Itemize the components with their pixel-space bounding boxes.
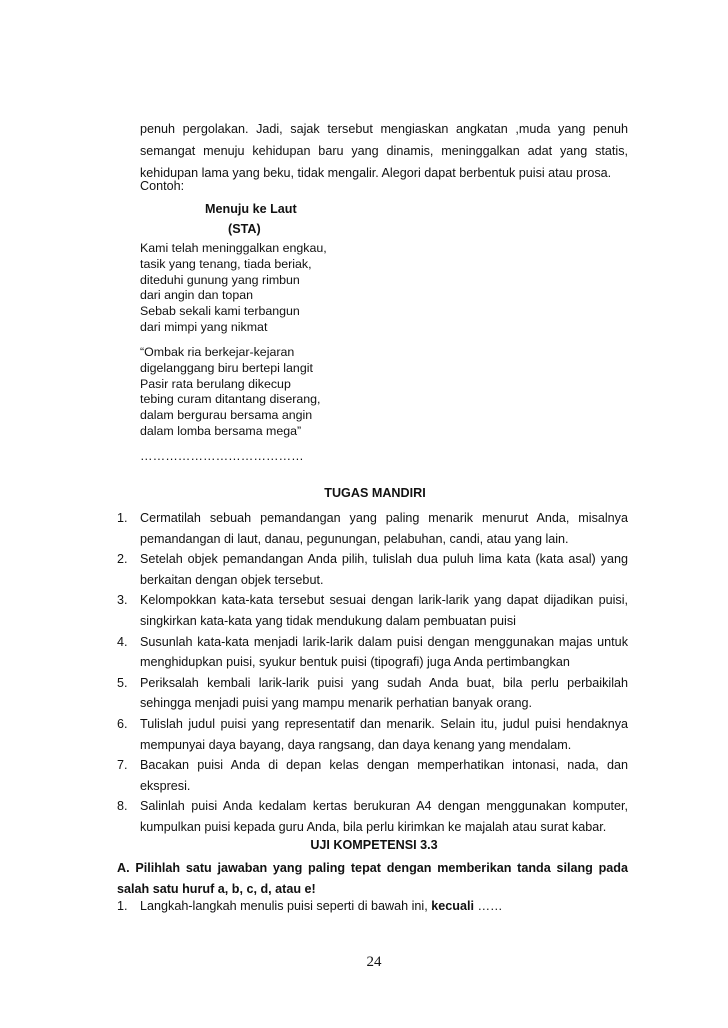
poem-line: tasik yang tenang, tiada beriak, [140, 256, 312, 271]
poem-line: Pasir rata berulang dikecup [140, 376, 291, 391]
example-label: Contoh: [140, 179, 185, 193]
task-number: 8. [117, 799, 128, 814]
task-text: Bacakan puisi Anda di depan kelas dengan memperhatikan intonasi, nada, dan ekspresi. [140, 758, 628, 793]
task-item [117, 796, 628, 837]
poem-line: “Ombak ria berkejar-kejaran [140, 345, 295, 359]
question-number: 1. [117, 899, 128, 913]
page-number: 24 [366, 954, 382, 970]
poem-title: Menuju ke Laut [205, 202, 297, 216]
task-list [117, 508, 628, 838]
task-item [117, 755, 628, 796]
poem-line: dalam bergurau bersama angin [140, 408, 313, 423]
task-item [117, 508, 628, 549]
task-item [117, 714, 628, 755]
question-ellipsis: …… [473, 899, 503, 913]
poem-line: digelanggang biru bertepi langit [140, 360, 313, 375]
uji-kompetensi-heading: UJI KOMPETENSI 3.3 [310, 838, 438, 852]
question-1 [117, 899, 628, 913]
poem-stanza-2 [140, 345, 320, 440]
poem-author: (STA) [228, 222, 261, 236]
poem-line: diteduhi gunung yang rimbun [140, 272, 300, 287]
poem-stanza-1 [140, 241, 327, 336]
task-item [117, 590, 628, 631]
poem-line: dari angin dan topan [140, 288, 253, 303]
task-number: 6. [117, 716, 128, 731]
task-text: Periksalah kembali larik-larik puisi yang sudah Anda buat, bila perlu perbaikilah sehingga menjadi puisi yang mampu menarik perhatian banyak orang. [140, 675, 628, 711]
task-text: Salinlah puisi Anda kedalam kertas berukuran A4 dengan menggunakan komputer, kumpulkan puisi kepada guru Anda, bila perlu kirimkan ke majalah atau surat kabar. [140, 799, 628, 834]
section-a-instruction: A. Pilihlah satu jawaban yang paling tepat dengan memberikan tanda silang pada salah satu huruf a, b, c, d, atau e! [117, 861, 628, 896]
poem-line: tebing curam ditantang diserang, [140, 392, 321, 407]
task-number: 5. [117, 675, 128, 690]
task-item [117, 632, 628, 673]
task-text: Kelompokkan kata-kata tersebut sesuai dengan larik-larik yang dapat dijadikan puisi, singkirkan kata-kata yang tidak mendukung dalam pembuatan puisi [140, 593, 628, 628]
tugas-mandiri-heading: TUGAS MANDIRI [324, 486, 426, 500]
task-item [117, 549, 628, 590]
task-number: 1. [117, 511, 128, 525]
task-item [117, 673, 628, 714]
task-number: 3. [117, 593, 128, 608]
task-text: Tulislah judul puisi yang representatif dan menarik. Selain itu, judul puisi hendaknya mempunyai daya bayang, daya rangsang, dan daya kenang yang mendalam. [140, 716, 628, 752]
page-number-container [0, 954, 728, 971]
question-emphasis: kecuali [431, 899, 474, 913]
poem-line: dari mimpi yang nikmat [140, 319, 268, 334]
poem-line: dalam lomba bersama mega” [140, 423, 302, 438]
task-number: 4. [117, 634, 128, 649]
intro-paragraph: penuh pergolakan. Jadi, sajak tersebut mengiaskan angkatan ,muda yang penuh semangat menuju kehidupan baru yang dinamis, meninggalkan adat yang statis, kehidupan lama yang beku, tidak mengalir. Alegori dapat berbentuk puisi atau prosa. [140, 122, 628, 180]
task-number: 7. [117, 758, 128, 773]
task-text: Cermatilah sebuah pemandangan yang paling menarik menurut Anda, misalnya pemandangan di laut, danau, pegunungan, pelabuhan, candi, atau yang lain. [140, 511, 628, 546]
poem-line: Sebab sekali kami terbangun [140, 304, 300, 319]
question-text: Langkah-langkah menulis puisi seperti di bawah ini, [140, 899, 432, 913]
task-text: Susunlah kata-kata menjadi larik-larik dalam puisi dengan menggunakan majas untuk menghidupkan puisi, syukur bentuk puisi (tipografi) juga Anda pertimbangkan [140, 634, 628, 670]
task-text: Setelah objek pemandangan Anda pilih, tulislah dua puluh lima kata (kata asal) yang berkaitan dengan objek tersebut. [140, 552, 628, 587]
poem-line: Kami telah meninggalkan engkau, [140, 241, 327, 255]
poem-ellipsis: ………………………………… [140, 449, 304, 463]
task-number: 2. [117, 552, 128, 567]
